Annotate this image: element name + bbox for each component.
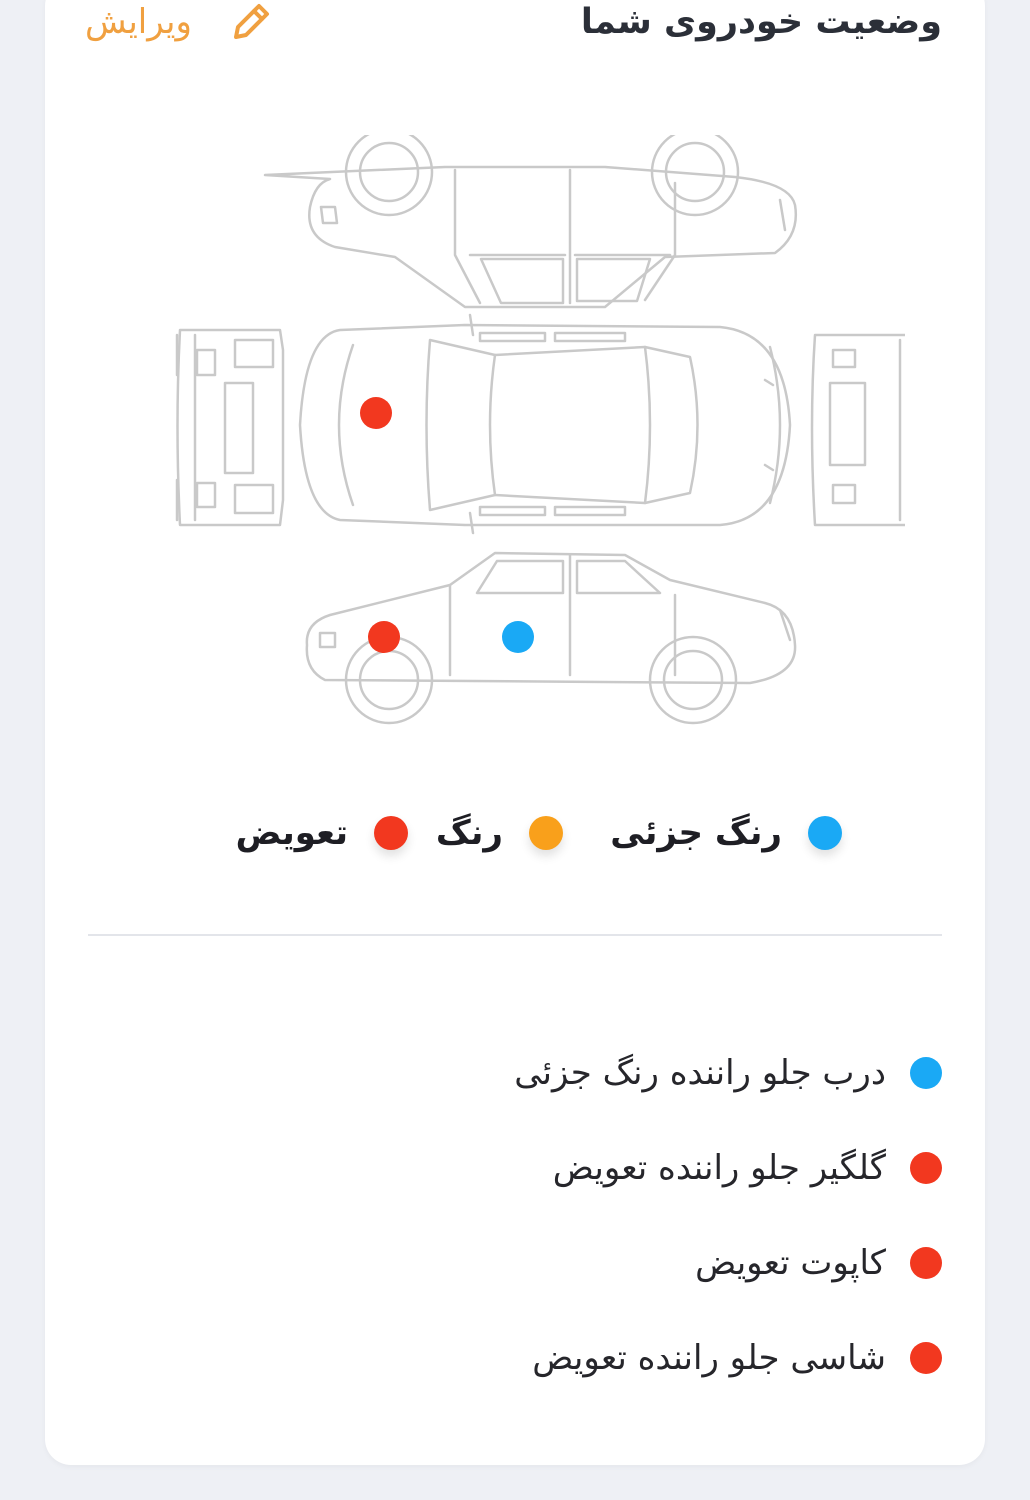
car-body-diagram [125,135,905,735]
section-divider [88,934,942,936]
legend-item-replace [236,798,408,868]
damage-list [322,1025,942,1405]
status-dot [910,1342,942,1374]
legend-dot-red [374,816,408,850]
list-item [322,1120,942,1215]
list-item [322,1215,942,1310]
damage-text: کاپوت تعویض [695,1242,886,1283]
list-item [322,1310,942,1405]
legend-dot-orange [529,816,563,850]
marker-front-door-driver[interactable] [502,621,534,653]
car-status-card [45,0,985,1465]
marker-front-fender-driver[interactable] [368,621,400,653]
status-dot [910,1152,942,1184]
card-header [45,0,985,52]
status-dot [910,1247,942,1279]
car-passenger-side-view [265,135,796,307]
list-item [322,1025,942,1120]
legend-dot-blue [808,816,842,850]
car-front-view [812,335,905,525]
damage-text: درب جلو راننده رنگ جزئی [514,1052,886,1093]
pencil-icon [228,0,274,45]
edit-button[interactable] [85,0,274,52]
legend-label: رنگ [435,813,503,853]
legend-label: رنگ جزئی [610,813,782,853]
legend-item-partial-paint [610,798,842,868]
status-dot [910,1057,942,1089]
legend-item-paint [436,798,563,868]
damage-text: شاسی جلو راننده تعویض [532,1337,886,1378]
damage-legend [45,798,985,868]
damage-text: گلگیر جلو راننده تعویض [552,1147,886,1188]
marker-hood[interactable] [360,397,392,429]
page-title: وضعیت خودروی شما [580,2,942,42]
edit-button-label: ویرایش [85,2,192,42]
car-rear-view [177,330,283,525]
legend-label: تعویض [235,813,348,853]
